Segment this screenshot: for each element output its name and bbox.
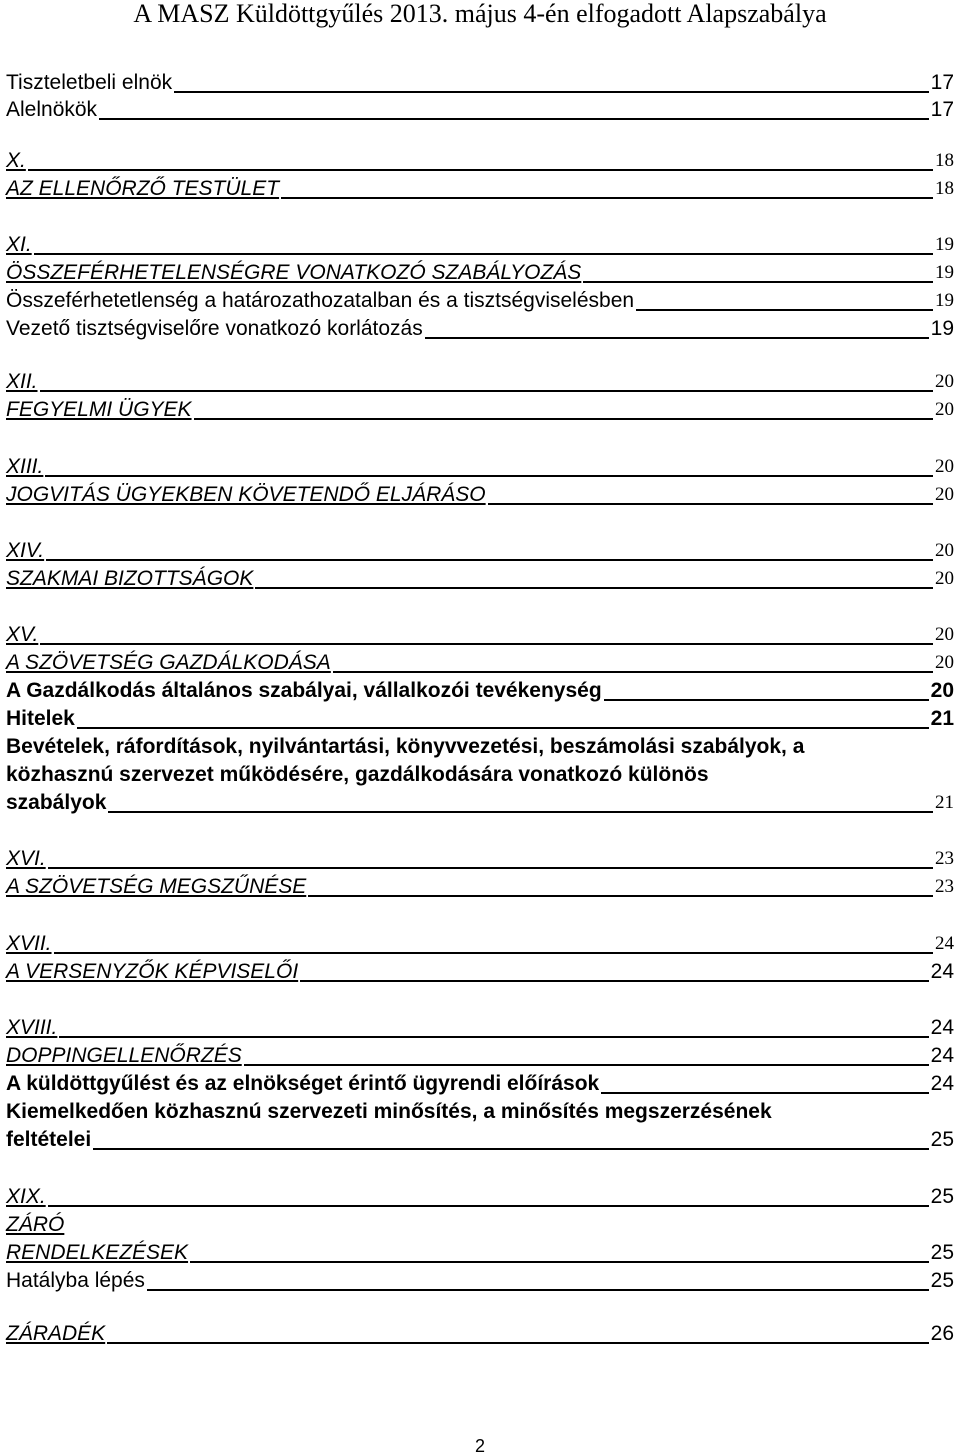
- toc-chapter-entry[interactable]: [6, 622, 954, 647]
- toc-chapter-label: XIX.: [6, 1185, 46, 1208]
- toc-page-number: 18: [935, 178, 954, 199]
- toc-entry-label: Hatályba lépés: [6, 1269, 145, 1292]
- toc-leader: [488, 503, 933, 505]
- toc-page-number: 20: [935, 540, 954, 561]
- toc-page-number: 19: [930, 317, 954, 340]
- toc-entry[interactable]: [6, 678, 954, 703]
- page-number: 2: [474, 1436, 485, 1456]
- toc-section-entry[interactable]: [6, 650, 954, 675]
- toc-entry[interactable]: [6, 1127, 954, 1152]
- toc-entry-label: Hitelek: [6, 707, 75, 730]
- toc-page-number: 24: [930, 1044, 954, 1067]
- toc-page-number: 25: [930, 1128, 954, 1151]
- toc-leader: [93, 1148, 928, 1150]
- toc-chapter-label: XIII.: [6, 455, 44, 478]
- toc-leader: [174, 91, 929, 93]
- toc-section-label: A VERSENYZŐK KÉPVISELŐI: [6, 960, 299, 983]
- toc-page-number: 21: [935, 792, 954, 813]
- toc-page-number: 21: [930, 707, 954, 730]
- toc-page-number: 24: [930, 960, 954, 983]
- toc-leader: [99, 118, 929, 120]
- toc-entry-label: Alelnökök: [6, 98, 98, 121]
- toc-page-number: 24: [930, 1016, 954, 1039]
- toc-section-entry[interactable]: [6, 1321, 954, 1346]
- toc-leader: [281, 197, 933, 199]
- toc-leader: [59, 1036, 928, 1038]
- toc-entry[interactable]: [6, 790, 954, 815]
- toc-section-entry[interactable]: [6, 959, 954, 984]
- toc-chapter-entry[interactable]: [6, 232, 954, 257]
- toc-leader: [54, 952, 933, 954]
- toc-section-entry[interactable]: [6, 874, 954, 899]
- toc-chapter-entry[interactable]: [6, 846, 954, 871]
- toc-entry-label: feltételei: [6, 1128, 92, 1151]
- toc-entry-label: A Gazdálkodás általános szabályai, vállalkozói tevékenység: [6, 679, 602, 702]
- toc-entry[interactable]: [6, 97, 954, 122]
- toc-leader: [40, 643, 933, 645]
- toc-leader: [107, 1342, 928, 1344]
- toc-section-entry[interactable]: [6, 397, 954, 422]
- toc-page-number: 18: [935, 150, 954, 171]
- toc-chapter-label: XVII.: [6, 932, 52, 955]
- toc-leader: [190, 1261, 929, 1263]
- toc-section-label: A SZÖVETSÉG MEGSZŰNÉSE: [6, 875, 307, 898]
- toc-page-number: 20: [935, 484, 954, 505]
- toc-page-number: 17: [930, 98, 954, 121]
- toc-chapter-label: X.: [6, 149, 26, 172]
- toc-entry[interactable]: [6, 288, 954, 313]
- toc-chapter-entry[interactable]: [6, 148, 954, 173]
- toc-leader: [300, 980, 928, 982]
- toc-chapter-label: XII.: [6, 370, 38, 393]
- toc-section-label: FEGYELMI ÜGYEK: [6, 398, 192, 421]
- toc-leader: [77, 727, 929, 729]
- toc-chapter-label: XV.: [6, 623, 39, 646]
- toc-section-text-line: ZÁRÓ: [6, 1213, 65, 1236]
- toc-leader: [48, 867, 933, 869]
- toc-chapter-entry[interactable]: [6, 1015, 954, 1040]
- toc-entry-label: Tiszteletbeli elnök: [6, 71, 173, 94]
- toc-entry-label: A küldöttgyűlést és az elnökséget érintő ügyrendi előírások: [6, 1072, 600, 1095]
- toc-leader: [34, 253, 933, 255]
- toc-entry[interactable]: [6, 706, 954, 731]
- page-title: A MASZ Küldöttgyűlés 2013. május 4-én elfogadott Alapszabálya: [133, 0, 827, 28]
- toc-page-number: 25: [930, 1241, 954, 1264]
- toc-page-number: 19: [935, 262, 954, 283]
- toc-leader: [244, 1064, 929, 1066]
- toc-entry[interactable]: [6, 70, 954, 95]
- toc-leader: [601, 1092, 928, 1094]
- toc-leader: [255, 587, 933, 589]
- toc-chapter-entry[interactable]: [6, 1184, 954, 1209]
- toc-leader: [194, 418, 933, 420]
- toc-page-number: 17: [930, 71, 954, 94]
- toc-entry-label: Vezető tisztségviselőre vonatkozó korlátozás: [6, 317, 423, 340]
- toc-leader: [308, 895, 933, 897]
- toc-section-label: JOGVITÁS ÜGYEKBEN KÖVETENDŐ ELJÁRÁSO: [6, 483, 486, 506]
- toc-leader: [425, 337, 929, 339]
- toc-section-label: RENDELKEZÉSEK: [6, 1241, 189, 1264]
- toc-page-number: 20: [935, 399, 954, 420]
- toc-page-number: 23: [935, 848, 954, 869]
- toc-page-number: 24: [935, 933, 954, 954]
- toc-page-number: 20: [935, 624, 954, 645]
- toc-chapter-label: XVIII.: [6, 1016, 58, 1039]
- toc-leader: [108, 811, 933, 813]
- toc-section-label: A SZÖVETSÉG GAZDÁLKODÁSA: [6, 651, 331, 674]
- toc-chapter-entry[interactable]: [6, 931, 954, 956]
- toc-leader: [636, 309, 933, 311]
- toc-section-label: SZAKMAI BIZOTTSÁGOK: [6, 567, 254, 590]
- toc-section-entry[interactable]: [6, 176, 954, 201]
- toc-page-number: 24: [930, 1072, 954, 1095]
- toc-page-number: 20: [935, 456, 954, 477]
- toc-page-number: 23: [935, 876, 954, 897]
- toc-page-number: 25: [930, 1185, 954, 1208]
- toc-entry-text-line: közhasznú szervezet működésére, gazdálkodására vonatkozó különös: [6, 763, 709, 786]
- toc-section-entry[interactable]: [6, 566, 954, 591]
- toc-chapter-label: XVI.: [6, 847, 46, 870]
- toc-chapter-label: XI.: [6, 233, 32, 256]
- toc-leader: [40, 390, 933, 392]
- toc-section-label: AZ ELLENŐRZŐ TESTÜLET: [6, 177, 280, 200]
- toc-page-number: 26: [930, 1322, 954, 1345]
- toc-entry-label: szabályok: [6, 791, 107, 814]
- toc-page-number: 25: [930, 1269, 954, 1292]
- toc-leader: [28, 169, 933, 171]
- toc-entry-text-line: Bevételek, ráfordítások, nyilvántartási, könyvvezetési, beszámolási szabályok, a: [6, 735, 805, 758]
- toc-leader: [333, 671, 933, 673]
- toc-section-label: ÖSSZEFÉRHETELENSÉGRE VONATKOZÓ SZABÁLYOZÁS: [6, 261, 582, 284]
- toc-entry[interactable]: [6, 1071, 954, 1096]
- toc-leader: [46, 559, 933, 561]
- toc-section-label: ZÁRADÉK: [6, 1322, 106, 1345]
- toc-entry-text-line: Kiemelkedően közhasznú szervezeti minősítés, a minősítés megszerzésének: [6, 1100, 772, 1123]
- toc-leader: [583, 281, 933, 283]
- toc-entry[interactable]: [6, 1268, 954, 1293]
- toc-page-number: 20: [935, 652, 954, 673]
- toc-page-number: 19: [935, 290, 954, 311]
- toc-section-entry[interactable]: [6, 260, 954, 285]
- toc-section-entry[interactable]: [6, 1043, 954, 1068]
- toc-leader: [147, 1289, 929, 1291]
- toc-chapter-entry[interactable]: [6, 369, 954, 394]
- toc-section-entry[interactable]: [6, 482, 954, 507]
- toc-chapter-label: XIV.: [6, 539, 45, 562]
- toc-page-number: 19: [935, 234, 954, 255]
- toc-leader: [45, 475, 933, 477]
- toc-page-number: 20: [935, 568, 954, 589]
- toc-page-number: 20: [935, 371, 954, 392]
- toc-section-label: DOPPINGELLENŐRZÉS: [6, 1044, 242, 1067]
- toc-entry-label: Összeférhetetlenség a határozathozatalban és a tisztségviselésben: [6, 289, 635, 312]
- toc-section-entry[interactable]: [6, 1240, 954, 1265]
- toc-chapter-entry[interactable]: [6, 538, 954, 563]
- toc-leader: [48, 1205, 929, 1207]
- toc-leader: [604, 699, 929, 701]
- toc-chapter-entry[interactable]: [6, 454, 954, 479]
- toc-page-number: 20: [930, 679, 954, 702]
- toc-entry[interactable]: [6, 316, 954, 341]
